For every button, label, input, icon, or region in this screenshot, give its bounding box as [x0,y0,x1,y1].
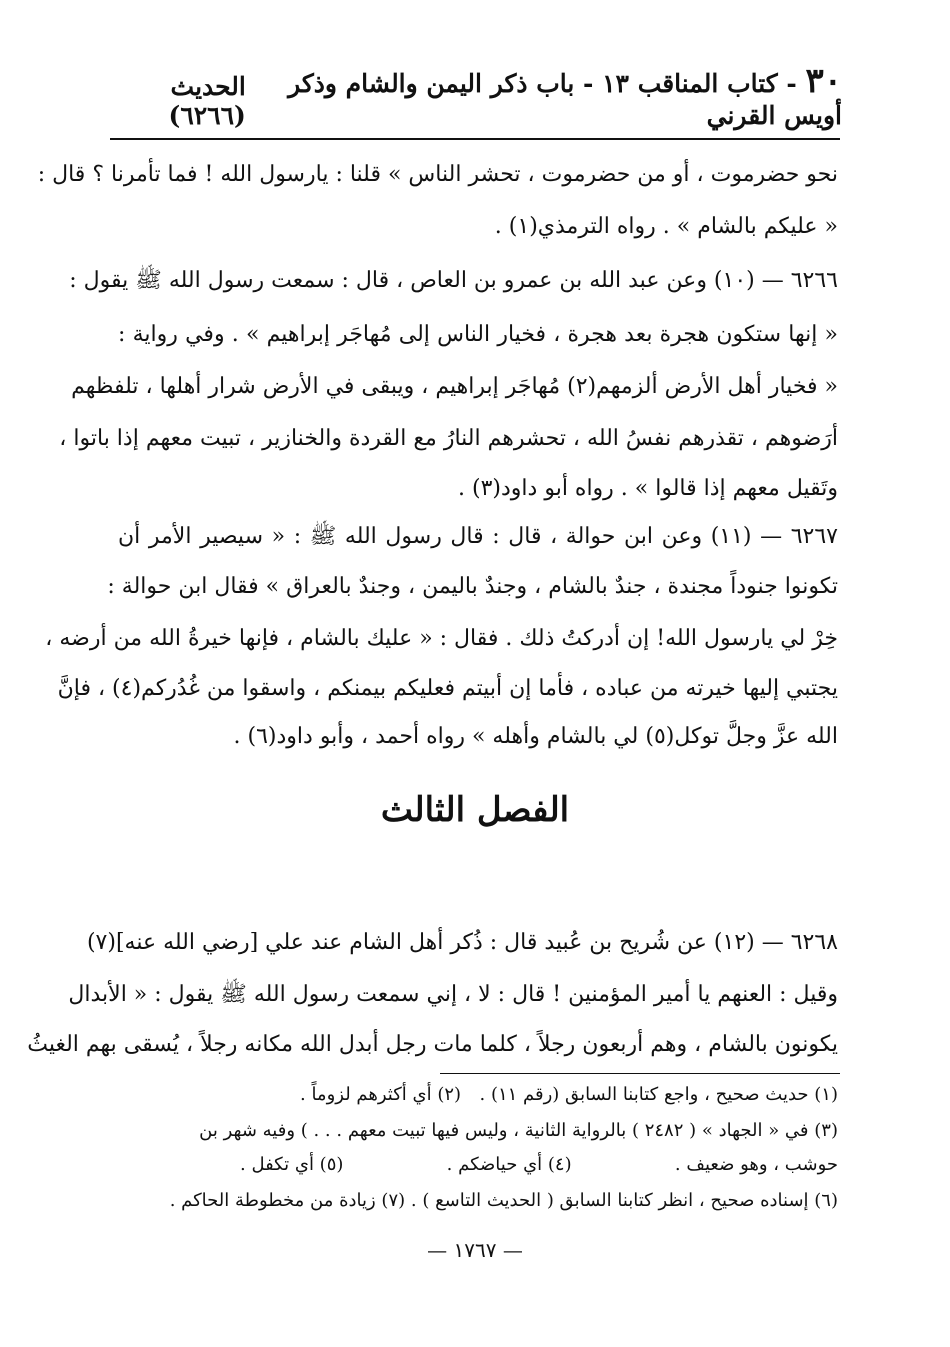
text-line: « عليكم بالشام » . رواه الترمذي(١) . [494,214,838,239]
text-line: نحو حضرموت ، أو من حضرموت ، تحشر الناس » قلنا : يارسول الله ! فما تأمرنا ؟ قال : [37,162,838,187]
text-line: « إنها ستكون هجرة بعد هجرة ، فخيار الناس إلى مُهاجَر إبراهيم » . وفي رواية : [118,322,838,347]
header-hadith-ref: الحديث (٦٢٦٦) [168,72,246,130]
footnote-row [300,1082,838,1108]
header-title: - كتاب المناقب ١٣ - باب ذكر اليمن والشام وذكر أويس القرني [288,69,842,130]
text-line: يكونون بالشام ، وهم أربعون رجلاً ، كلما مات رجل أبدل الله مكانه رجلاً ، يُسقى بهم الغيثُ [27,1032,838,1057]
text-line: يجتبي إليها خيرته من عباده ، فأما إن أبيتم فعليكم بيمنكم ، واسقوا من غُدُركم(٤) ، فإنَّ [57,676,838,701]
text-line: خِرْ لي يارسول الله! إن أدركتُ ذلك . فقال : « عليك بالشام ، فإنها خيرةُ الله من أرضه ، [45,626,838,651]
footnote-4: (٤) أي حياضكم . [446,1154,572,1175]
hadith-6268-line: ٦٢٦٨ — (١٢) عن شُريح بن عُبيد قال : ذُكر أهل الشام عند علي [رضي الله عنه](٧) [86,930,838,955]
section-title: الفصل الثالث [380,790,570,830]
footnote-rule [440,1073,840,1074]
footnote-2: (٢) أي أكثرهم لزوماً . [300,1084,462,1105]
footnote-row [240,1152,838,1178]
header-title-group [246,61,842,130]
text-line: وتَقيل معهم إذا قالوا » . رواه أبو داود(٣) . [458,476,838,501]
text-line: أرَضوهم ، تقذرهم نفسُ الله ، تحشرهم النارُ مع القردة والخنازير ، تبيت معهم إذا باتوا ، [59,426,838,451]
hadith-6266-line: ٦٢٦٦ — (١٠) وعن عبد الله بن عمرو بن العاص ، قال : سمعت رسول الله ﷺ يقول : [69,268,838,293]
header-rule [110,138,840,140]
footnote-1: (١) حديث صحيح ، واجع كتابنا السابق (رقم ١١) . [479,1084,838,1105]
text-line: الله عزَّ وجلَّ توكل(٥) لي بالشام وأهله » رواه أحمد ، وأبو داود(٦) . [233,724,838,749]
text-line: « فخيار أهل الأرض ألزمهم(٢) مُهاجَر إبراهيم ، ويبقى في الأرض شرار أهلها ، تلفظهم [71,374,838,399]
page-header [108,61,842,130]
footnote-5: (٥) أي تكفل . [240,1154,344,1175]
hadith-6267-line: ٦٢٦٧ — (١١) وعن ابن حوالة ، قال : قال رسول الله ﷺ : « سيصير الأمر أن [118,524,838,549]
text-line: تكونوا جنوداً مجندة ، جندٌ بالشام ، وجندٌ باليمن ، وجندٌ بالعراق » فقال ابن حوالة : [107,574,838,599]
footnote-3-cont: حوشب ، وهو ضعيف . [674,1154,838,1175]
footnote-3: (٣) في « الجهاد » ( ٢٤٨٢ ) بالرواية الثانية ، وليس فيها تبيت معهم . . . ) وفيه شهر بن [199,1120,838,1141]
footnote-6-7: (٦) إسناده صحيح ، انظر كتابنا السابق ( الحديث التاسع ) . (٧) زيادة من مخطوطة الحاكم . [169,1190,838,1211]
page-number: — ١٧٦٧ — [427,1238,523,1262]
text-line: وقيل : العنهم يا أمير المؤمنين ! قال : لا ، إني سمعت رسول الله ﷺ يقول : « الأبدال [68,982,838,1007]
chapter-number: ٣٠ [805,61,842,101]
